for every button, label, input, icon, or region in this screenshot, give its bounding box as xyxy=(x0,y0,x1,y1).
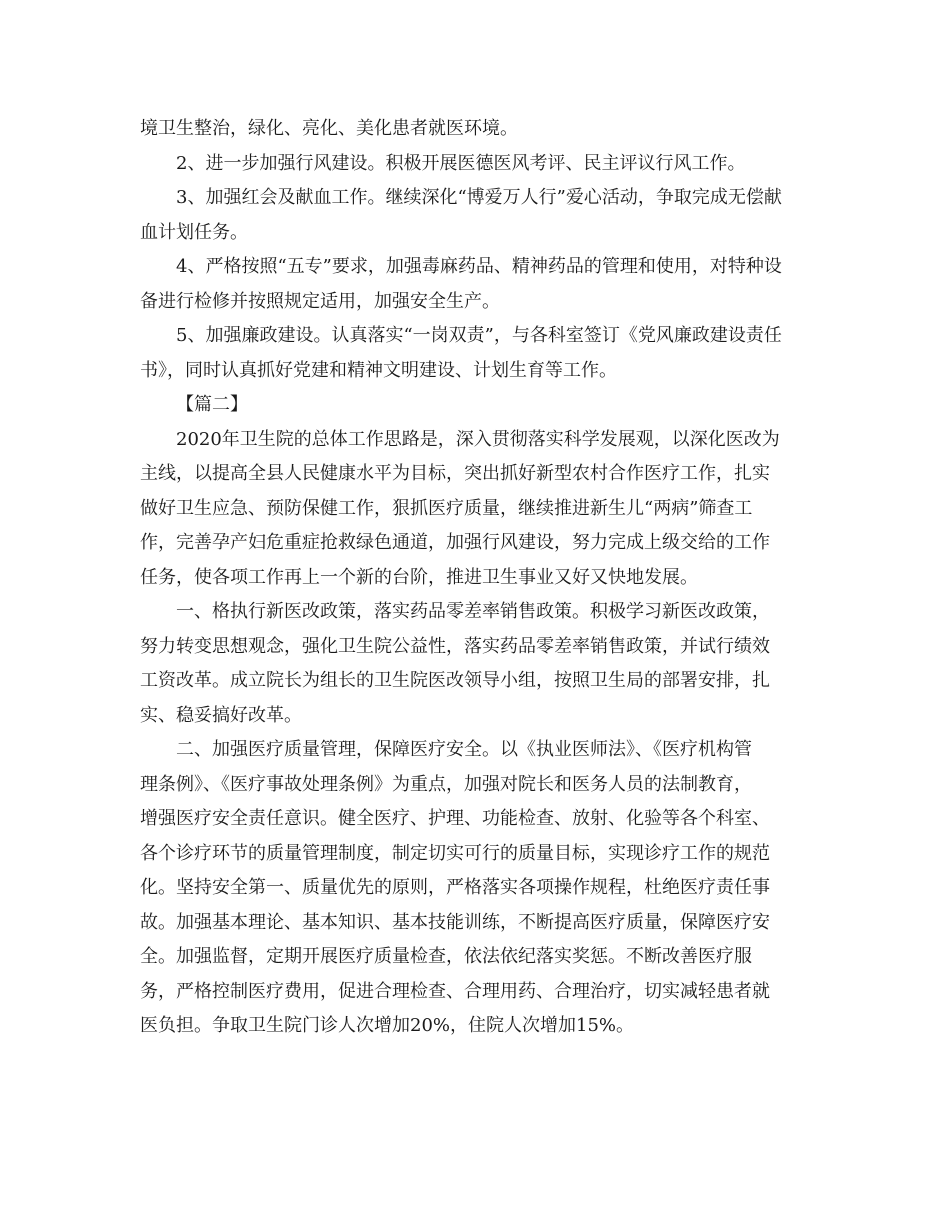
text-line: 做好卫生应急、预防保健工作，狠抓医疗质量，继续推进新生儿“两病”筛查工 xyxy=(140,497,753,519)
text-line: 作，完善孕产妇危重症抢救绿色通道，加强行风建设，努力完成上级交给的工作 xyxy=(140,532,770,553)
text-line: 【篇二】 xyxy=(176,394,248,415)
text-line: 努力转变思想观念，强化卫生院公益性，落实药品零差率销售政策，并试行绩效 xyxy=(140,635,770,657)
text-line: 血计划任务。 xyxy=(140,221,248,243)
text-line: 理条例》、《医疗事故处理条例》为重点，加强对院长和医务人员的法制教育， xyxy=(140,773,752,795)
text-line: 任务，使各项工作再上一个新的台阶，推进卫生事业又好又快地发展。 xyxy=(140,566,698,588)
text-line: 医负担。争取卫生院门诊人次增加20%，住院人次增加15%。 xyxy=(140,1015,635,1036)
text-line: 故。加强基本理论、基本知识、基本技能训练，不断提高医疗质量，保障医疗安 xyxy=(140,911,770,933)
text-line: 实、稳妥搞好改革。 xyxy=(140,704,302,726)
text-line: 增强医疗安全责任意识。健全医疗、护理、功能检查、放射、化验等各个科室、 xyxy=(140,808,770,829)
text-line: 境卫生整治，绿化、亮化、美化患者就医环境。 xyxy=(140,118,518,139)
text-line: 一、格执行新医改政策，落实药品零差率销售政策。积极学习新医改政策， xyxy=(176,601,770,622)
text-line: 2020年卫生院的总体工作思路是，深入贯彻落实科学发展观，以深化医改为 xyxy=(176,428,780,450)
text-line: 5、加强廉政建设。认真落实“一岗双责”，与各科室签订《党风廉政建设责任 xyxy=(176,325,782,346)
text-line: 2、进一步加强行风建设。积极开展医德医风考评、民主评议行风工作。 xyxy=(176,152,746,174)
text-line: 4、严格按照“五专”要求，加强毒麻药品、精神药品的管理和使用，对特种设 xyxy=(176,256,782,277)
text-line: 工资改革。成立院长为组长的卫生院医改领导小组，按照卫生局的部署安排，扎 xyxy=(140,670,770,691)
text-line: 书》，同时认真抓好党建和精神文明建设、计划生育等工作。 xyxy=(140,359,617,381)
text-line: 主线，以提高全县人民健康水平为目标，突出抓好新型农村合作医疗工作，扎实 xyxy=(140,463,770,484)
text-line: 3、加强红会及献血工作。继续深化“博爱万人行”爱心活动，争取完成无偿献 xyxy=(176,187,782,208)
text-line: 二、加强医疗质量管理，保障医疗安全。以《执业医师法》、《医疗机构管 xyxy=(176,739,752,760)
text-line: 全。加强监督，定期开展医疗质量检查，依法依纪落实奖惩。不断改善医疗服 xyxy=(140,946,752,967)
document-body xyxy=(140,112,810,1044)
text-line: 化。坚持安全第一、质量优先的原则，严格落实各项操作规程，杜绝医疗责任事 xyxy=(140,877,770,898)
text-line: 备进行检修并按照规定适用，加强安全生产。 xyxy=(140,290,500,312)
text-line: 务，严格控制医疗费用，促进合理检查、合理用药、合理治疗，切实减轻患者就 xyxy=(140,980,770,1002)
text-line: 各个诊疗环节的质量管理制度，制定切实可行的质量目标，实现诊疗工作的规范 xyxy=(140,842,770,864)
